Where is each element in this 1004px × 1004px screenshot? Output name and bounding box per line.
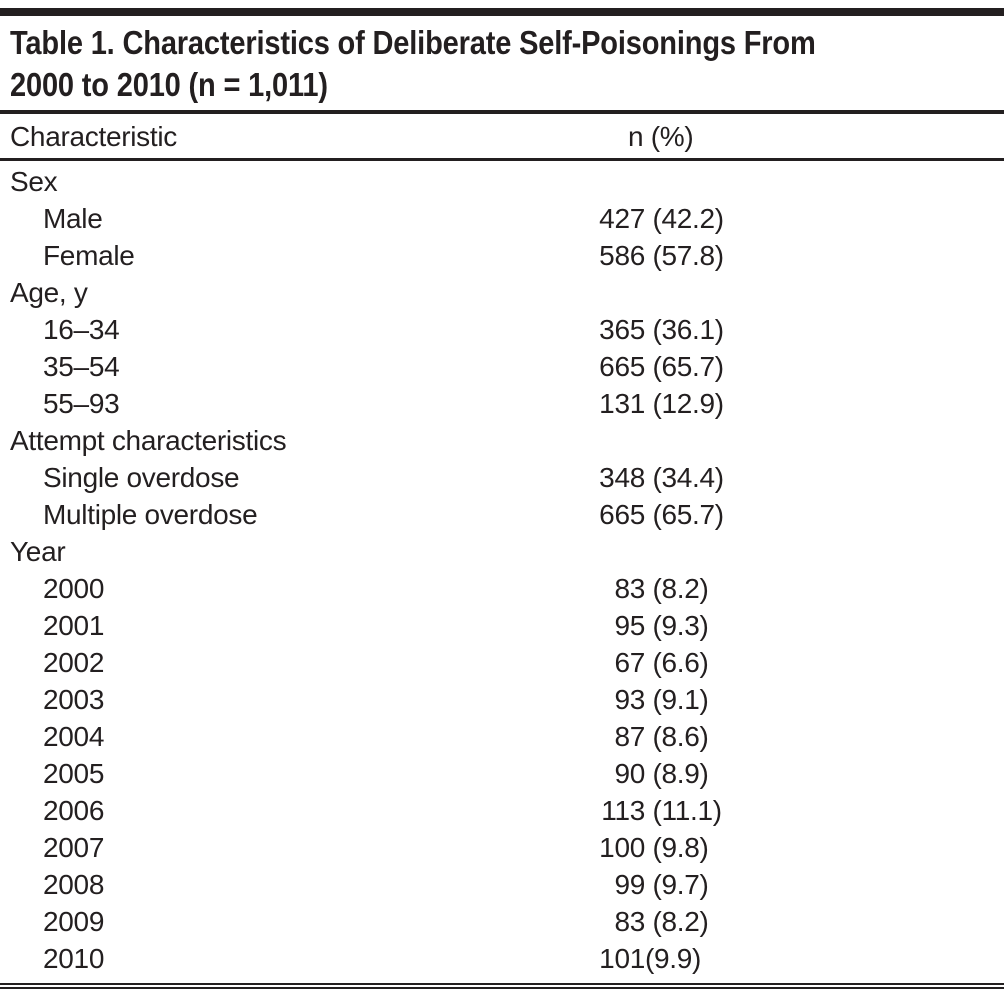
table-row — [0, 644, 1004, 681]
row-label: 2003 — [43, 684, 105, 715]
row-value — [555, 311, 724, 348]
row-value — [555, 903, 709, 940]
row-label: 35–54 — [43, 351, 120, 382]
row-percent: (8.2) — [645, 573, 709, 604]
row-value — [555, 866, 709, 903]
table-row — [0, 940, 1004, 977]
table-row — [0, 348, 1004, 385]
row-percent: (9.3) — [645, 610, 709, 641]
row-label: 2006 — [43, 795, 105, 826]
row-percent: (42.2) — [645, 203, 724, 234]
table-row — [0, 607, 1004, 644]
row-count: 95 — [614, 610, 645, 641]
row-label: 2004 — [43, 721, 105, 752]
row-count: 365 — [599, 314, 645, 345]
row-percent: (9.9) — [645, 943, 702, 974]
row-value — [555, 792, 722, 829]
row-label: Single overdose — [43, 462, 240, 493]
row-label: 2010 — [43, 943, 105, 974]
row-value — [555, 755, 709, 792]
row-percent: (9.8) — [645, 832, 709, 863]
row-label: 2008 — [43, 869, 105, 900]
row-label: 2009 — [43, 906, 105, 937]
row-count: 87 — [614, 721, 645, 752]
table-row — [0, 311, 1004, 348]
row-count: 131 — [599, 388, 645, 419]
row-percent: (65.7) — [645, 499, 724, 530]
row-percent: (9.7) — [645, 869, 709, 900]
table-row — [0, 496, 1004, 533]
table-title-line-1: Table 1. Characteristics of Deliberate Self-Poisonings From — [10, 24, 816, 61]
section-header-row — [0, 163, 1004, 200]
table-title-line-2: 2000 to 2010 (n = 1,011) — [10, 66, 328, 103]
table-row — [0, 681, 1004, 718]
row-label: 2000 — [43, 573, 105, 604]
row-value — [555, 385, 724, 422]
row-label: 2002 — [43, 647, 105, 678]
paper-table-page — [0, 8, 1004, 1004]
row-count: 90 — [614, 758, 645, 789]
row-count: 67 — [614, 647, 645, 678]
row-count: 93 — [614, 684, 645, 715]
table-top-rule — [0, 8, 1004, 16]
table-body — [0, 161, 1004, 977]
row-value — [555, 200, 724, 237]
row-value — [555, 348, 724, 385]
row-value — [555, 237, 724, 274]
row-label: 16–34 — [43, 314, 120, 345]
row-value — [555, 570, 709, 607]
section-header-label: Year — [10, 536, 66, 567]
row-label: Male — [43, 203, 103, 234]
row-percent: (11.1) — [645, 795, 722, 826]
table-row — [0, 829, 1004, 866]
row-percent: (36.1) — [645, 314, 724, 345]
table-row — [0, 200, 1004, 237]
table-header-row — [0, 114, 1004, 158]
row-count: 427 — [599, 203, 645, 234]
section-header-label: Age, y — [10, 277, 88, 308]
row-count: 99 — [614, 869, 645, 900]
row-count: 113 — [601, 795, 645, 826]
row-count: 101 — [599, 943, 645, 974]
section-header-row — [0, 533, 1004, 570]
table-row — [0, 570, 1004, 607]
row-value — [555, 681, 709, 718]
row-value — [555, 496, 724, 533]
row-percent: (57.8) — [645, 240, 724, 271]
table-row — [0, 866, 1004, 903]
row-count: 83 — [614, 906, 645, 937]
table-row — [0, 903, 1004, 940]
row-value — [555, 940, 701, 977]
row-label: 2005 — [43, 758, 105, 789]
row-value — [555, 829, 709, 866]
section-header-row — [0, 274, 1004, 311]
row-count: 665 — [599, 499, 645, 530]
row-percent: (8.9) — [645, 758, 709, 789]
row-percent: (9.1) — [645, 684, 709, 715]
section-header-label: Attempt characteristics — [10, 425, 287, 456]
row-percent: (12.9) — [645, 388, 724, 419]
row-label: 2007 — [43, 832, 105, 863]
table-row — [0, 792, 1004, 829]
table-row — [0, 755, 1004, 792]
table-row — [0, 385, 1004, 422]
row-label: Multiple overdose — [43, 499, 258, 530]
row-value — [555, 459, 724, 496]
row-percent: (34.4) — [645, 462, 724, 493]
table-bottom-rule — [0, 983, 1004, 989]
row-value — [555, 607, 709, 644]
column-header-characteristic: Characteristic — [10, 121, 177, 152]
table-row — [0, 718, 1004, 755]
row-count: 83 — [614, 573, 645, 604]
row-percent: (6.6) — [645, 647, 709, 678]
row-value — [555, 644, 709, 681]
row-percent: (8.2) — [645, 906, 709, 937]
row-count: 586 — [599, 240, 645, 271]
row-label: 2001 — [43, 610, 105, 641]
row-label: Female — [43, 240, 135, 271]
section-header-label: Sex — [10, 166, 58, 197]
section-header-row — [0, 422, 1004, 459]
row-count: 100 — [599, 832, 645, 863]
row-label: 55–93 — [43, 388, 120, 419]
table-row — [0, 237, 1004, 274]
column-header-n-pct: n (%) — [628, 121, 694, 152]
row-percent: (65.7) — [645, 351, 724, 382]
table-row — [0, 459, 1004, 496]
row-value — [555, 718, 709, 755]
row-percent: (8.6) — [645, 721, 709, 752]
row-count: 348 — [599, 462, 645, 493]
row-count: 665 — [599, 351, 645, 382]
table-title — [0, 16, 1004, 110]
